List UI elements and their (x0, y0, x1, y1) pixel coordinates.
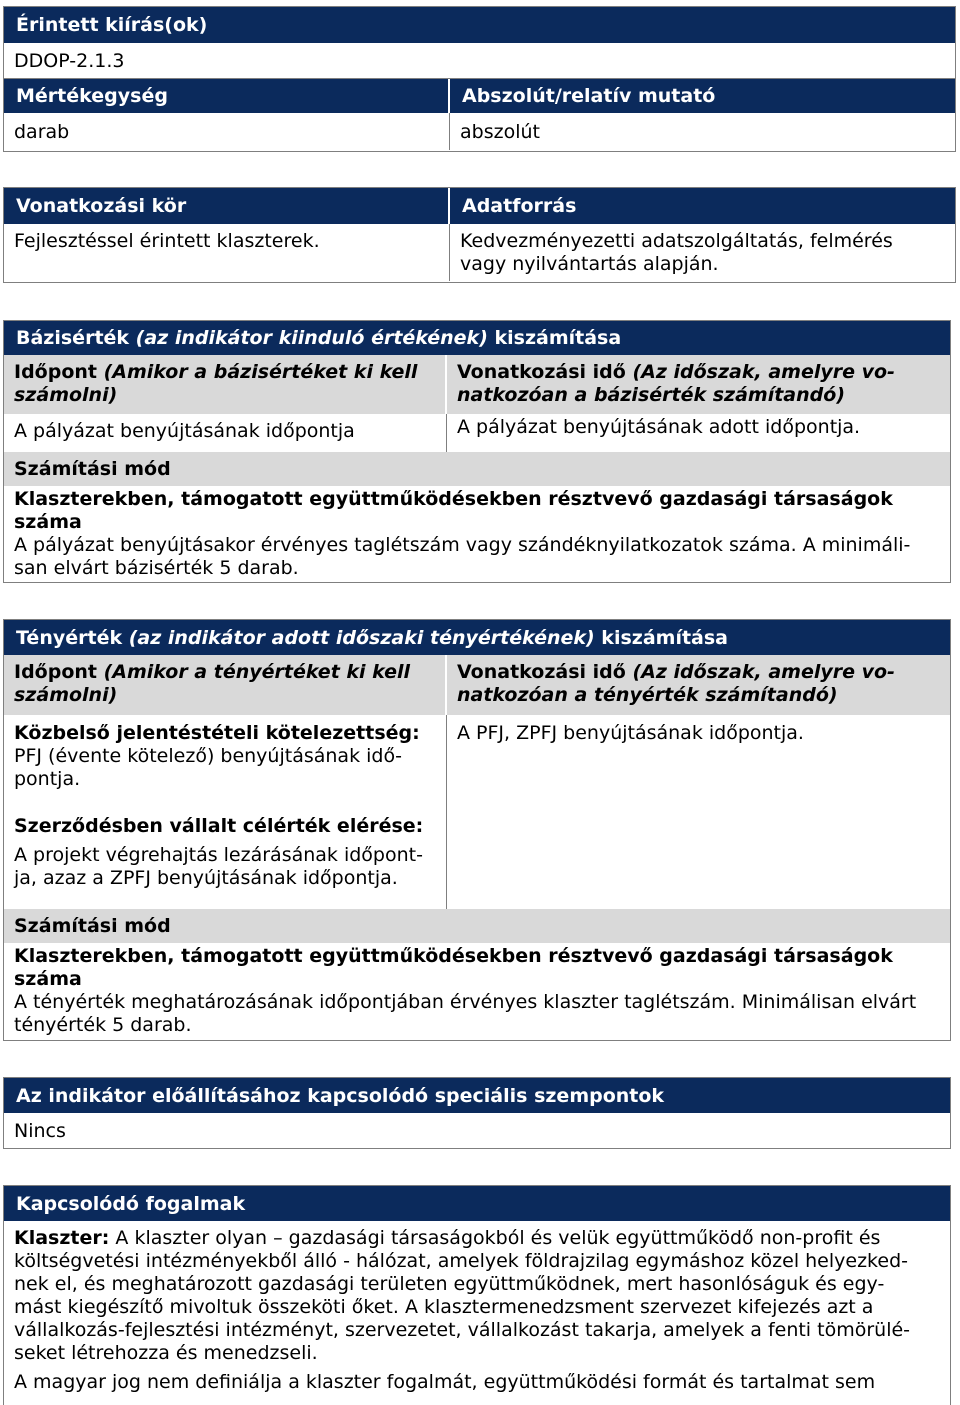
unit-value-row (4, 113, 955, 150)
source-label-text: Adatforrás (462, 195, 577, 217)
teny-bold-1: Klaszterekben, támogatott együttműködésekben résztvevő gazdasági társaságok (14, 945, 893, 967)
teny-idopont-label (4, 655, 447, 715)
teny-table (3, 619, 951, 1041)
teny-subheader-row (4, 655, 950, 715)
kor-table (3, 187, 956, 283)
kor-value-text: Fejlesztéssel érintett klaszterek. (14, 230, 320, 252)
kor-label (4, 188, 450, 224)
teny-idopont-value (4, 715, 447, 909)
bazis-idopont-value (4, 414, 447, 452)
source-value (450, 224, 955, 281)
teny-vonatk-value-text: A PFJ, ZPFJ benyújtásának időpontja. (457, 722, 804, 744)
teny-cel-2: ja, azaz a ZPFJ benyújtásának időpontja. (14, 867, 398, 889)
abs-label (450, 79, 955, 113)
kor-label-text: Vonatkozási kör (16, 195, 187, 217)
teny-idopont-b: (Amikor a tényértéket ki kell (103, 661, 411, 683)
spec-table (3, 1077, 951, 1149)
fogalmak-header (4, 1186, 950, 1221)
bazis-value-row (4, 414, 950, 452)
abs-value-text: abszolút (460, 120, 540, 143)
teny-title-c: kiszámítása (594, 626, 728, 649)
bazis-bold-1: Klaszterekben, támogatott együttműködésekben résztvevő gazdasági társaságok (14, 488, 893, 510)
bazis-szamitasi-text: Számítási mód (14, 458, 171, 480)
unit-value (4, 113, 450, 150)
fogalmak-line-3: nek el, és meghatározott gazdasági területen együttműködnek, mert hasonlóságuk és egy- (14, 1273, 885, 1295)
unit-value-text: darab (14, 120, 70, 143)
teny-cel-1: A projekt végrehajtás lezárásának időpont- (14, 844, 423, 866)
fogalmak-line-4: mást kiegészítő mivoltuk összeköti őket. A klasztermenedzsment szervezet kifejezés azt a (14, 1296, 874, 1318)
bazis-vonatk-c: natkozóan a bázisérték számítandó) (457, 384, 845, 406)
spec-title: Az indikátor előállításához kapcsolódó speciális szempontok (16, 1084, 665, 1107)
source-value-line-2: vagy nyilvántartás alapján. (460, 253, 719, 275)
teny-vonatk-b: (Az időszak, amelyre vo- (632, 661, 895, 683)
abs-label-text: Abszolút/relatív mutató (462, 85, 716, 107)
bazis-idopont-b: (Amikor a bázisértéket ki kell (103, 361, 418, 383)
teny-title-b: (az indikátor adott időszaki tényértékének) (128, 626, 595, 649)
teny-idopont-a: Időpont (14, 661, 104, 683)
teny-text-2: tényérték 5 darab. (14, 1014, 192, 1036)
bazis-vonatk-value (447, 414, 950, 452)
teny-kozb-2: pontja. (14, 768, 81, 790)
bazis-idopont-a: Időpont (14, 361, 104, 383)
bazis-table (3, 320, 951, 583)
bazis-vonatk-label (447, 355, 950, 414)
teny-text-1: A tényérték meghatározásának időpontjában érvényes klaszter taglétszám. Minimálisan elvárt (14, 991, 917, 1013)
fogalmak-line-1: A klaszter olyan – gazdasági társaságokból és velük együttműködő non-profit és (109, 1227, 881, 1249)
fogalmak-title: Kapcsolódó fogalmak (16, 1192, 246, 1215)
unit-label-text: Mértékegység (16, 85, 168, 107)
kiiras-header (4, 7, 955, 43)
bazis-text-1: A pályázat benyújtásakor érvényes taglétszám vagy szándéknyilatkozatok száma. A minimáli- (14, 534, 911, 556)
source-value-line-1: Kedvezményezetti adatszolgáltatás, felmérés (460, 230, 893, 252)
spec-value-text: Nincs (14, 1119, 66, 1142)
teny-idopont-c: számolni) (14, 684, 118, 706)
kor-value-row (4, 224, 955, 281)
bazis-title-b: (az indikátor kiinduló értékének) (135, 327, 488, 349)
spec-value (4, 1113, 950, 1148)
fogalmak-body (4, 1221, 950, 1394)
teny-vonatk-label (447, 655, 950, 715)
kiiras-value-text: DDOP-2.1.3 (14, 49, 125, 72)
teny-kozb-1: PFJ (évente kötelező) benyújtásának idő- (14, 745, 402, 767)
spec-header (4, 1078, 950, 1113)
teny-bold-2: száma (14, 968, 82, 990)
bazis-idopont-label (4, 355, 447, 414)
teny-vonatk-a: Vonatkozási idő (457, 661, 633, 683)
teny-kozb-label: Közbelső jelentéstételi kötelezettség: (14, 722, 420, 744)
teny-szamitasi-body (4, 943, 950, 1037)
abs-value (450, 113, 955, 150)
bazis-szamitasi-body (4, 486, 950, 580)
bazis-text-2: san elvárt bázisérték 5 darab. (14, 557, 299, 579)
bazis-title-c: kiszámítása (487, 327, 622, 349)
kiiras-table (3, 6, 956, 152)
fogalmak-line-5: vállalkozás-fejlesztési intézményt, szervezetet, vállalkozást takarja, amelyek a fenti tömörülé- (14, 1319, 911, 1341)
bazis-vonatk-b: (Az időszak, amelyre vo- (632, 361, 895, 383)
bazis-title-a: Bázisérték (16, 327, 136, 349)
bazis-vonatk-value-text: A pályázat benyújtásának adott időpontja. (457, 416, 861, 438)
source-label (450, 188, 955, 224)
bazis-subheader-row (4, 355, 950, 414)
fogalmak-term: Klaszter: (14, 1227, 110, 1249)
teny-value-row (4, 715, 950, 909)
bazis-idopont-value-text: A pályázat benyújtásának időpontja (14, 420, 355, 442)
kor-header-row (4, 188, 955, 224)
teny-vonatk-value (447, 715, 950, 909)
bazis-vonatk-a: Vonatkozási idő (457, 361, 633, 383)
unit-header-row (4, 79, 955, 113)
teny-szamitasi-label (4, 909, 950, 943)
kiiras-value (4, 43, 955, 79)
bazis-bold-2: száma (14, 511, 82, 533)
fogalmak-line-7: A magyar jog nem definiálja a klaszter fogalmát, együttműködési formát és tartalmat sem (14, 1371, 876, 1393)
kiiras-title: Érintett kiírás(ok) (16, 14, 208, 36)
teny-title-a: Tényérték (16, 626, 129, 649)
teny-szamitasi-text: Számítási mód (14, 915, 171, 937)
fogalmak-line-2: költségvetési intézményekből álló - hálózat, amelyek földrajzilag egymáshoz közel helyezked- (14, 1250, 908, 1272)
bazis-idopont-c: számolni) (14, 384, 118, 406)
teny-cel-label: Szerződésben vállalt célérték elérése: (14, 815, 424, 837)
fogalmak-line-6: seket létrehozza és menedzseli. (14, 1342, 318, 1364)
unit-label (4, 79, 450, 113)
bazis-header (4, 321, 950, 355)
teny-header (4, 620, 950, 655)
bazis-szamitasi-label (4, 452, 950, 486)
teny-vonatk-c: natkozóan a tényérték számítandó) (457, 684, 838, 706)
kor-value (4, 224, 450, 281)
fogalmak-table (3, 1185, 951, 1405)
